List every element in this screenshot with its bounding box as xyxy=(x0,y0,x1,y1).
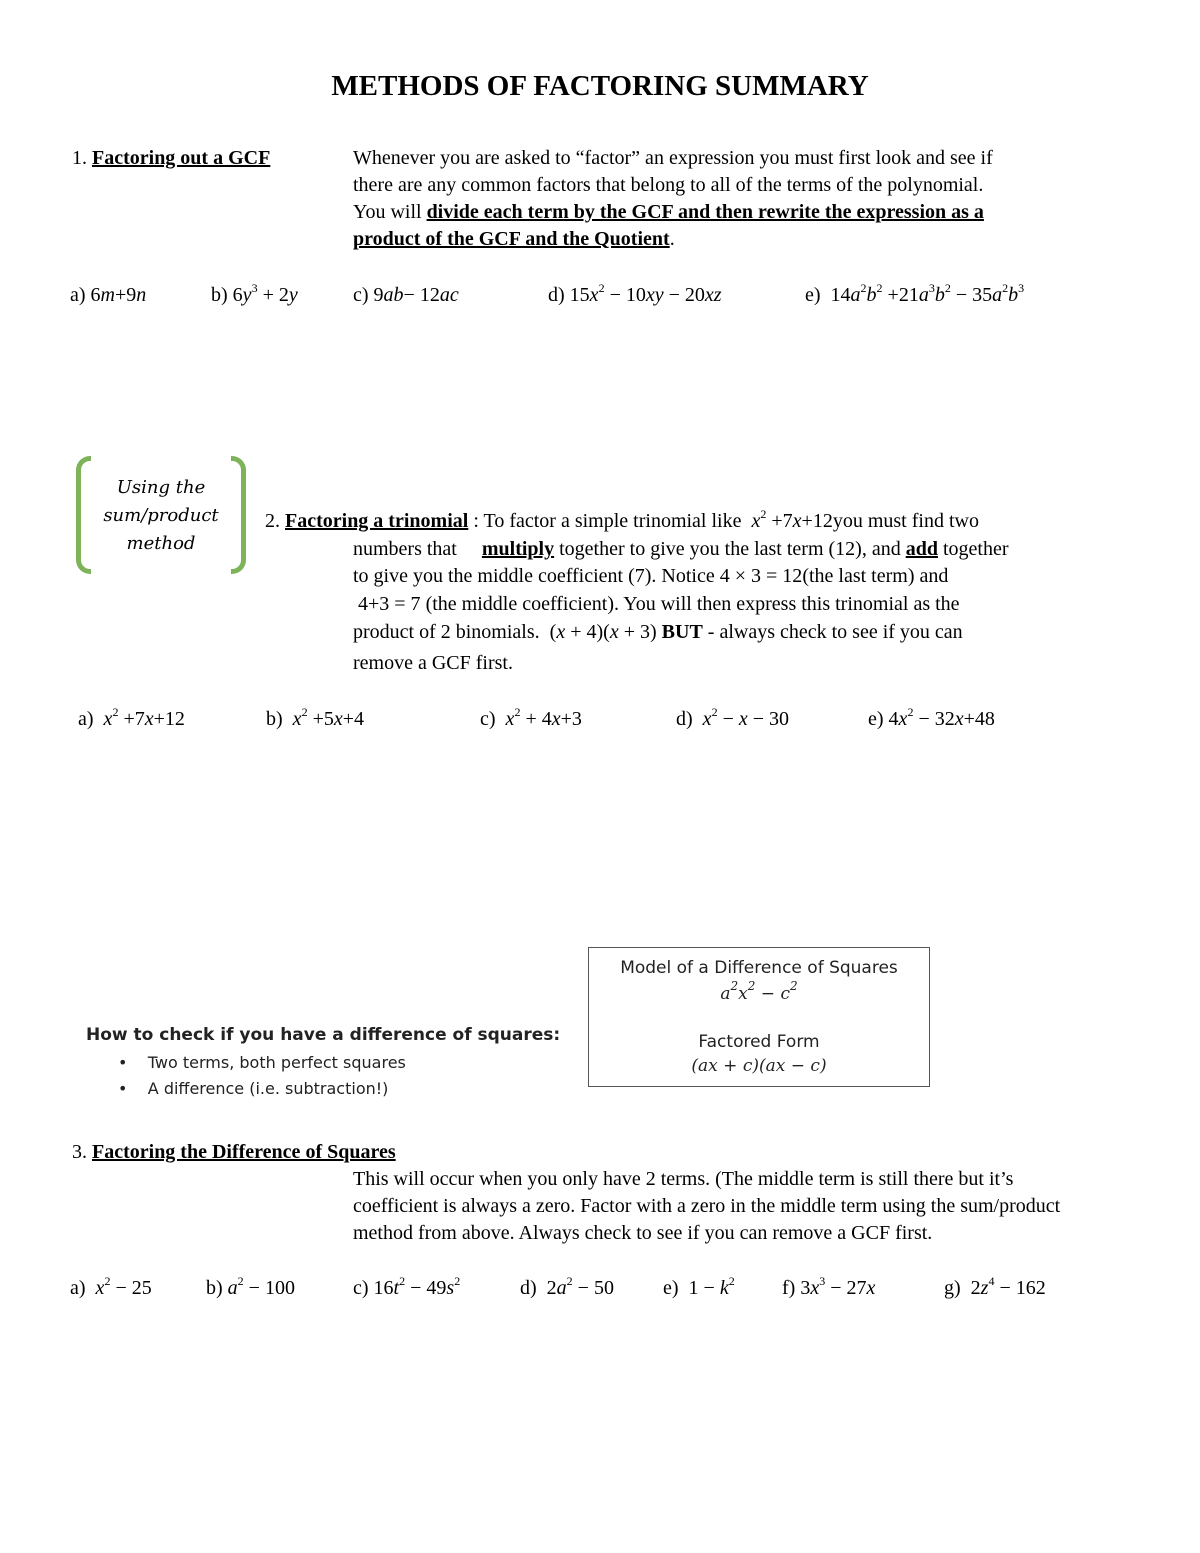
problem-1a: a) 6m+9n xyxy=(70,284,147,306)
emphasis-text: multiply xyxy=(481,538,555,560)
section-1-line-4 xyxy=(353,226,675,253)
problem-3a: a) $x^2 - 25$ xyxy=(70,1274,152,1299)
text: (the last term) and xyxy=(802,565,949,587)
page-title: METHODS OF FACTORING SUMMARY xyxy=(331,70,869,102)
math-expression: 4 × 3 = 12 xyxy=(719,565,803,587)
note-line: method xyxy=(126,533,196,554)
problem-2c: c) $x^2 + 4x+3$ xyxy=(480,705,582,730)
problem-3b: b) $a^2 - 100$ xyxy=(206,1274,295,1299)
section-2-line-5 xyxy=(353,619,963,646)
section-1-line-3 xyxy=(353,199,984,226)
section-2-line-1 xyxy=(265,508,979,535)
text: You will xyxy=(353,201,427,223)
problem-1d: d) $15x^2 - 10xy - 20xz$ xyxy=(548,281,722,306)
sum-product-note xyxy=(76,456,246,566)
problem-1c: c) 9ab− 12ac xyxy=(353,284,459,306)
math-expression: $x^2 +7x+12$ xyxy=(751,507,833,532)
text: - always check to see if you can xyxy=(702,621,963,643)
model-expression: $a^2x^2 - c^2$ xyxy=(720,979,798,1004)
problem-2a: a) $x^2 +7x+12$ xyxy=(78,705,185,730)
math-expression: 4+3 = 7 xyxy=(353,593,421,615)
math-expression: (x + 4)(x + 3) xyxy=(544,621,662,643)
emphasis-text: product of the GCF and the Quotient xyxy=(353,228,670,250)
text: you must find two xyxy=(832,510,979,532)
check-item: • Two terms, both perfect squares xyxy=(118,1053,406,1072)
text: together xyxy=(937,538,1009,560)
section-title: Factoring the Difference of Squares xyxy=(92,1141,396,1163)
problem-1b: b) $6y^3 + 2y$ xyxy=(211,281,298,306)
section-number: 3. xyxy=(72,1141,87,1163)
section-2-line-6: remove a GCF first. xyxy=(353,652,513,674)
section-2-line-4 xyxy=(353,591,960,618)
section-2-line-3 xyxy=(353,563,948,590)
factored-expression: (ax + c)(ax − c) xyxy=(691,1056,827,1076)
text: to give you the middle coefficient (7). Notice xyxy=(353,565,715,587)
problem-1e: e) $14a^2b^2 +21a^3b^2 - 35a^2b^3$ xyxy=(805,281,1025,306)
left-bracket xyxy=(76,456,91,574)
section-3-line-1: This will occur when you only have 2 terms. (The middle term is still there but it’s xyxy=(353,1168,1014,1190)
problem-3c: c) $16t^2 - 49s^2$ xyxy=(353,1274,461,1299)
problem-3e: e) $1 - k^2$ xyxy=(663,1274,735,1299)
section-1-line-1: Whenever you are asked to “factor” an expression you must first look and see if xyxy=(353,147,993,169)
problem-2d: d) $x^2 - x - 30$ xyxy=(676,705,790,730)
problem-3d: d) $2a^2 - 50$ xyxy=(520,1274,614,1299)
text: together to give you the last term (12), and xyxy=(554,538,906,560)
section-3-heading xyxy=(72,1139,396,1166)
emphasis-text: BUT xyxy=(661,621,703,643)
right-bracket xyxy=(231,456,246,574)
text: : To factor a simple trinomial like xyxy=(468,510,742,532)
text: numbers that xyxy=(353,538,457,560)
check-item: • A difference (i.e. subtraction!) xyxy=(118,1079,389,1098)
section-title: Factoring out a GCF xyxy=(92,147,271,169)
section-1-line-2: there are any common factors that belong to all of the terms of the polynomial. xyxy=(353,174,984,196)
section-3-line-2: coefficient is always a zero. Factor with a zero in the middle term using the sum/product xyxy=(353,1195,1061,1217)
section-title: Factoring a trinomial xyxy=(285,510,469,532)
problem-3f: f) $3x^3 - 27x$ xyxy=(782,1274,876,1299)
factored-form-label: Factored Form xyxy=(698,1032,820,1052)
note-line: Using the xyxy=(116,477,206,498)
problem-2e: e) $4x^2 - 32x+48$ xyxy=(868,705,995,730)
section-number: 1. xyxy=(72,147,87,169)
section-3-line-3: method from above. Always check to see if you can remove a GCF first. xyxy=(353,1222,933,1244)
problem-2b: b) $x^2 +5x+4$ xyxy=(266,705,365,730)
check-heading: How to check if you have a difference of squares: xyxy=(86,1025,561,1045)
section-1-heading xyxy=(72,145,270,172)
text: (the middle coefficient). You will then express this trinomial as the xyxy=(425,593,960,615)
emphasis-text: add xyxy=(905,538,938,560)
section-number: 2. xyxy=(265,510,280,532)
note-text xyxy=(94,474,228,558)
model-heading: Model of a Difference of Squares xyxy=(620,958,898,978)
problem-3g: g) $2z^4 - 162$ xyxy=(944,1274,1046,1299)
section-2-line-2 xyxy=(353,536,1008,563)
note-line: sum/product xyxy=(103,505,219,526)
text: . xyxy=(669,228,675,250)
difference-of-squares-model-box xyxy=(588,947,930,1087)
emphasis-text: divide each term by the GCF and then rewrite the expression as a xyxy=(426,201,984,223)
text: product of 2 binomials. xyxy=(353,621,540,643)
